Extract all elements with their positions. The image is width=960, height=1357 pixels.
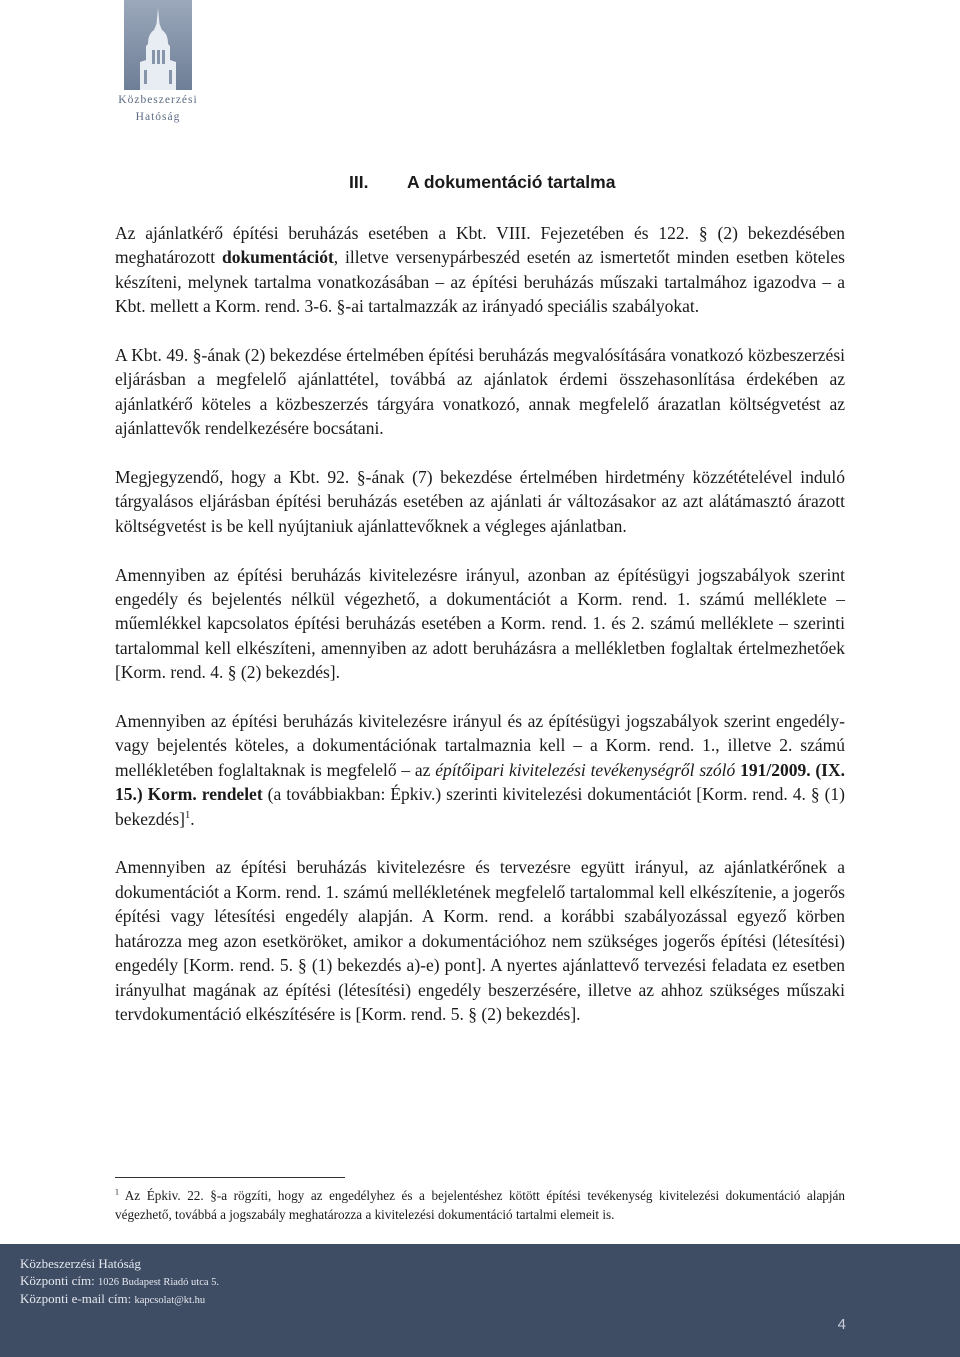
section-heading — [349, 172, 615, 193]
footnote-text: Az Épkiv. 22. §-a rögzíti, hogy az engedélyhez és a bejelentéshez kötött építési tevékenység kivitelezési dokumentáció alapján végezhető, továbbá a jogszabály meghatározza a kivitelezési dokumentáció tartalmi elemeit is. — [115, 1188, 845, 1222]
footer-address — [20, 1273, 219, 1292]
paragraph-4: Amennyiben az építési beruházás kivitelezésre irányul, azonban az építésügyi jogszabályok szerint engedély és bejelentés nélkül végezhető, a dokumentációt a Korm. rend. 1. számú melléklete – műemlékkel kapcsolatos építési beruházás esetében a Korm. rend. 1. és 2. számú melléklete – szerinti tartalommal kell elkészíteni, amennyiben az adott beruházásra a mellékletben foglaltak értelmezhetőek [Korm. rend. 4. § (2) bekezdés]. — [115, 564, 845, 683]
paragraph-5-text-e: (a továbbiakban: Épkiv.) szerinti kivitelezési dokumentációt [Korm. rend. 4. § (1) bekezdés] — [115, 784, 845, 829]
footer-email-link[interactable]: kapcsolat@kt.hu — [134, 1295, 206, 1306]
footnote — [115, 1186, 845, 1224]
paragraph-1-text-a: Az ajánlatkérő építési beruházás esetében a Kbt. VIII. Fejezetében és 122. § (2) bekezdésében meghatározott — [115, 223, 845, 268]
footnote-reference[interactable]: 1 — [184, 809, 191, 821]
paragraph-1 — [115, 221, 845, 319]
paragraph-3: Megjegyzendő, hogy a Kbt. 92. §-ának (7) bekezdése értelmében hirdetmény közzétételével induló tárgyalásos eljárásban építési beruházás esetében az ajánlati ár változásakor az azt alátámasztó árazott költségvetést is be kell nyújtaniuk ajánlattevőknek a végleges ajánlatban. — [115, 467, 845, 536]
paragraph-1-bold: dokumentációt — [221, 247, 334, 268]
paragraph-5 — [115, 709, 845, 831]
paragraph-5-italic: építőipari kivitelezési tevékenységről szóló — [435, 759, 736, 780]
footer-address-label: Központi cím: — [20, 1272, 95, 1288]
footer-address-value: 1026 Budapest Riadó utca 5. — [98, 1276, 220, 1288]
logo-line-1: Közbeszerzési — [118, 94, 198, 106]
document-body — [115, 221, 845, 1026]
logo-text — [110, 92, 206, 126]
page-footer — [0, 1244, 960, 1357]
footer-email — [20, 1291, 219, 1310]
paragraph-1-text-c: , illetve versenypárbeszéd esetén az ismertetőt minden esetben köteles készíteni, melynek tartalma vonatkozásában – az építési beruházás műszaki tartalmához igazodva – a Kbt. mellett a Korm. rend. 3-6. §-ai tartalmazzák az irányadó speciális szabályokat. — [115, 247, 845, 317]
footer-email-label: Központi e-mail cím: — [20, 1291, 132, 1306]
section-number: III. — [349, 172, 369, 192]
paragraph-2: A Kbt. 49. §-ának (2) bekezdése értelmében építési beruházás megvalósítására vonatkozó közbeszerzési eljárásban a megfelelő ajánlattétel, továbbá az ajánlatok érdemi összehasonlítása érdekében az ajánlatkérő köteles a közbeszerzés tárgyára vonatkozó, annak megfelelő árazatlan költségvetést az ajánlattevők rendelkezésére bocsátani. — [115, 345, 845, 439]
footnote-separator — [115, 1177, 345, 1178]
footer-contact — [20, 1256, 219, 1310]
parliament-dome-icon — [124, 0, 192, 90]
logo-line-2: Hatóság — [135, 111, 181, 123]
footnote-mark: 1 — [115, 1187, 119, 1197]
footer-org: Közbeszerzési Hatóság — [20, 1256, 141, 1271]
page-number: 4 — [837, 1316, 846, 1333]
paragraph-6: Amennyiben az építési beruházás kivitelezésre és tervezésre együtt irányul, az ajánlatkérőnek a dokumentációt a Korm. rend. 1. számú mellékletének megfelelő tartalommal kell elkészítenie, a jogerős építési vagy létesítési engedély alapján. A Korm. rend. a korábbi szabályozással egyező körben határozza meg azon esetköröket, amikor a dokumentációhoz nem szükséges jogerős építési (létesítési) engedély [Korm. rend. 5. § (1) bekezdés a)-e) pont]. A nyertes ajánlattevő tervezési feladata ez esetben irányulhat magának az építési (létesítési) engedély beszerzésére, illetve az ahhoz szükséges műszaki tervdokumentáció elkészítésére is [Korm. rend. 5. § (2) bekezdés]. — [115, 857, 845, 1024]
paragraph-5-bold: 191/2009. (IX. 15.) Korm. rendelet — [115, 759, 845, 805]
paragraph-5-text-f: . — [190, 808, 195, 829]
paragraph-5-text-a: Amennyiben az építési beruházás kivitelezésre irányul és az építésügyi jogszabályok szerint engedély- vagy bejelentés köteles, a dokumentációnak tartalmaznia kell – a Korm. rend. 1., illetve 2. számú mellékletében foglaltaknak is megfelelő – az — [115, 711, 845, 780]
section-title: A dokumentáció tartalma — [407, 172, 616, 192]
kozbeszerzesi-hatosag-logo — [110, 0, 206, 128]
